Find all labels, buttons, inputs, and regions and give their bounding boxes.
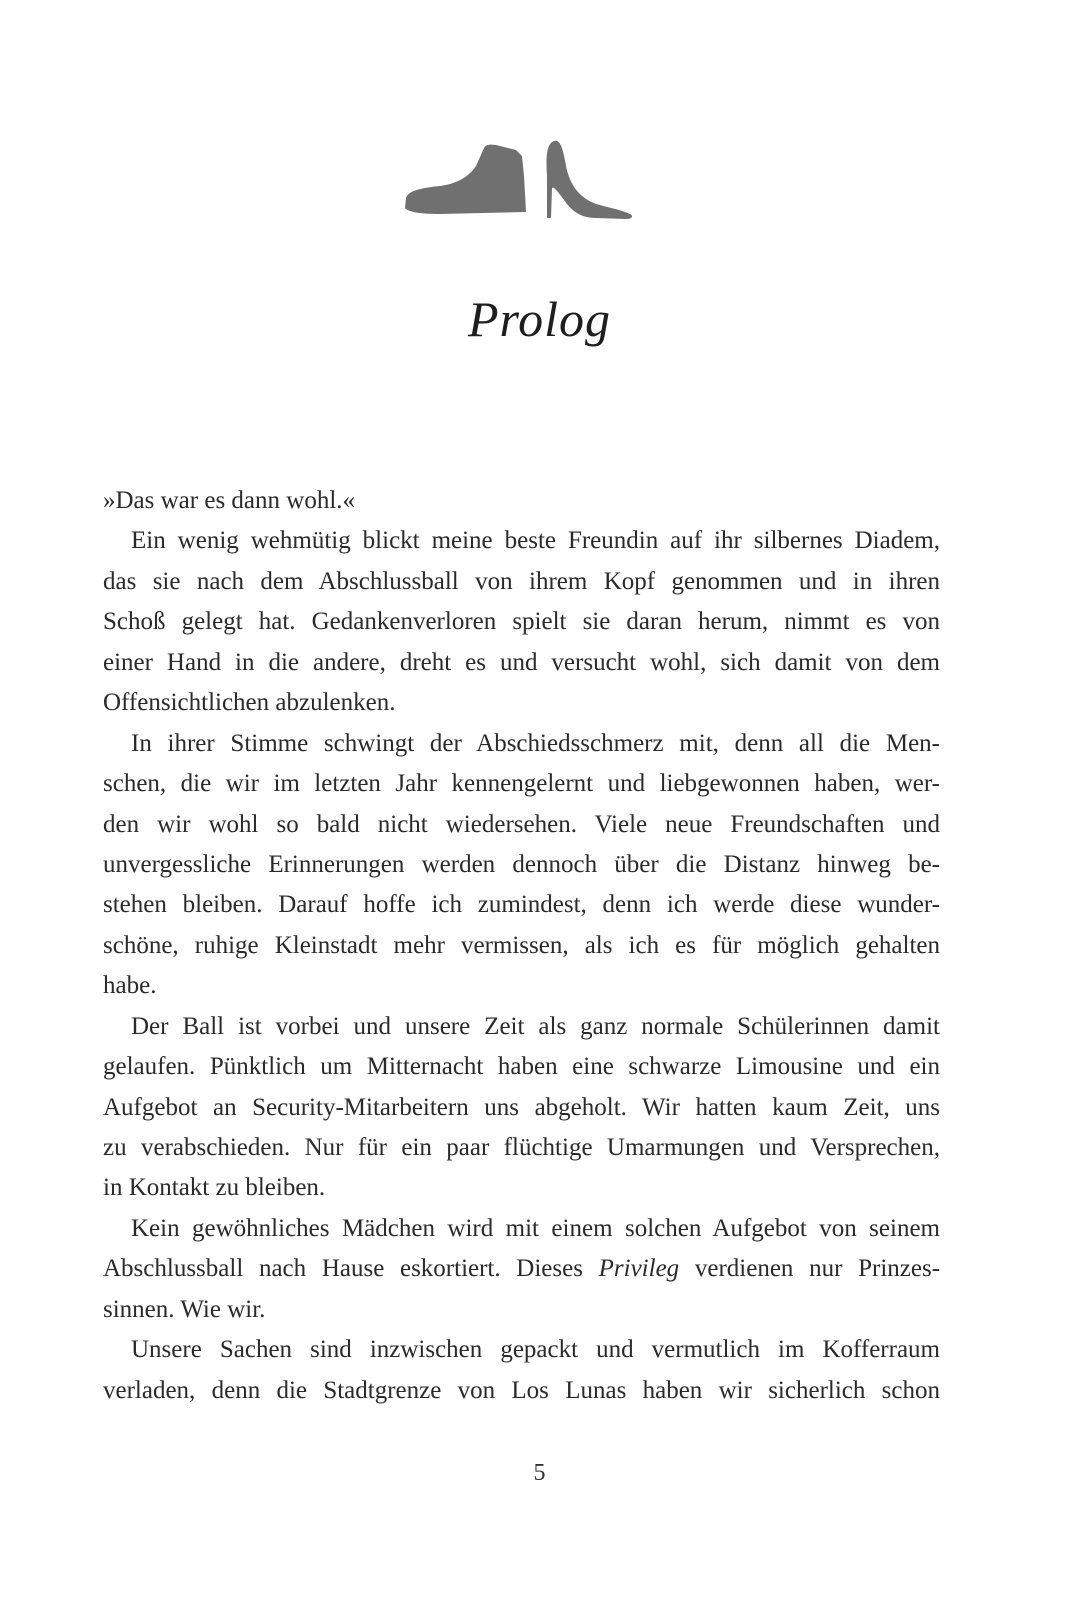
italic-word: Privileg <box>598 1255 680 1283</box>
text-line: Kein gewöhnliches Mädchen wird mit einem solchen Aufgebot von seinem <box>131 1214 940 1242</box>
text-line: »Das war es dann wohl.« <box>103 487 356 514</box>
text-line: schöne, ruhige Kleinstadt mehr vermissen, als ich es für möglich gehalten <box>103 931 940 959</box>
text-line: den wir wohl so bald nicht wiedersehen. Viele neue Freundschaften und <box>103 810 940 838</box>
text-line: gelaufen. Pünktlich um Mitternacht haben eine schwarze Limousine und ein <box>103 1053 940 1081</box>
text-line: stehen bleiben. Darauf hoffe ich zumindest, denn ich werde diese wunder- <box>103 891 940 919</box>
text-line: einer Hand in die andere, dreht es und versucht wohl, sich damit von dem <box>103 648 940 676</box>
text-line: verladen, denn die Stadtgrenze von Los Lunas haben wir sicherlich schon <box>103 1376 940 1404</box>
text-line: Offensichtlichen abzulenken. <box>103 689 396 717</box>
text-line: unvergessliche Erinnerungen werden dennoch über die Distanz hinweg be- <box>103 850 940 878</box>
sneaker-and-high-heel-icon <box>400 136 640 226</box>
text-line: Ein wenig wehmütig blickt meine beste Freundin auf ihr silbernes Diadem, <box>131 527 940 555</box>
text-line <box>103 1249 940 1289</box>
high-heel-icon <box>547 141 633 219</box>
page-number: 5 <box>533 1460 546 1486</box>
text-line: Schoß gelegt hat. Gedankenverloren spielt sie daran herum, nimmt es von <box>103 608 940 636</box>
text-line: sinnen. Wie wir. <box>103 1295 266 1323</box>
text-segment: Abschlussball nach Hause eskortiert. Dieses <box>103 1255 583 1283</box>
text-segment: verdienen nur Prinzes- <box>694 1255 941 1283</box>
text-line: in Kontakt zu bleiben. <box>103 1174 326 1202</box>
chapter-title: Prolog <box>467 291 612 347</box>
text-line: das sie nach dem Abschlussball von ihrem Kopf genommen und in ihren <box>103 567 940 595</box>
text-line: zu verabschieden. Nur für ein paar flüchtige Umarmungen und Versprechen, <box>103 1134 940 1161</box>
body-text <box>103 481 940 1411</box>
sneaker-icon <box>405 145 526 214</box>
text-line: Aufgebot an Security-Mitarbeitern uns abgeholt. Wir hatten kaum Zeit, uns <box>103 1093 940 1121</box>
text-line: Unsere Sachen sind inzwischen gepackt und vermutlich im Kofferraum <box>131 1336 940 1364</box>
text-line: schen, die wir im letzten Jahr kennengelernt und liebgewonnen haben, wer- <box>103 770 940 798</box>
text-line: In ihrer Stimme schwingt der Abschiedsschmerz mit, denn all die Men- <box>131 729 940 757</box>
text-line: habe. <box>103 972 157 1000</box>
text-line: Der Ball ist vorbei und unsere Zeit als ganz normale Schülerinnen damit <box>131 1012 940 1040</box>
